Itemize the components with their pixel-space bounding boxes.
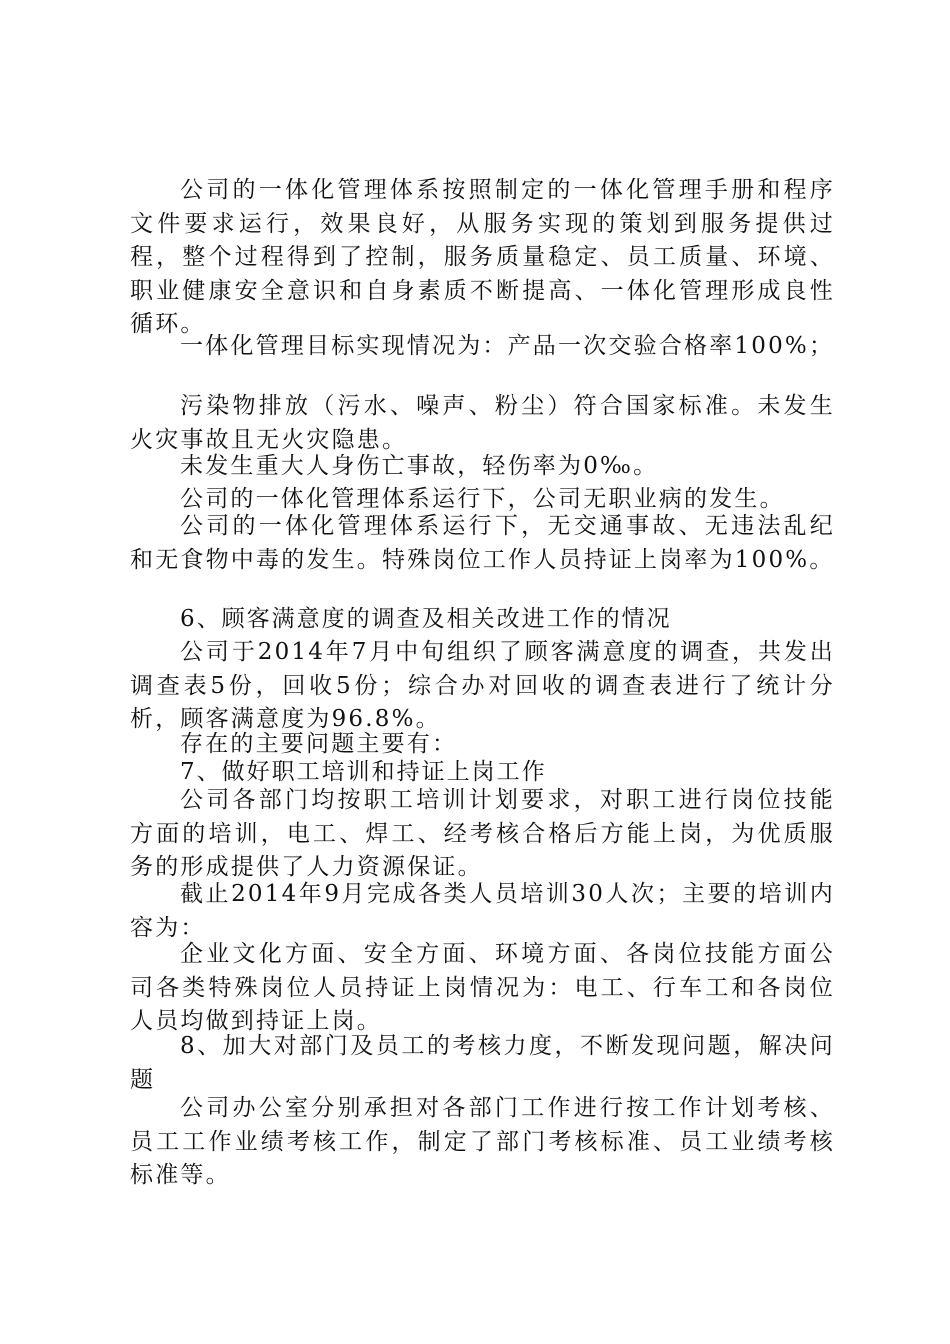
paragraph-training-count: 截止2014年9月完成各类人员培训30人次；主要的培训内容为：: [130, 881, 835, 941]
paragraph-main-problems: 存在的主要问题主要有：: [180, 731, 458, 757]
paragraph-injury-rate: 未发生重大人身伤亡事故，轻伤率为0‰。: [180, 453, 659, 479]
heading-customer-satisfaction: 6、顾客满意度的调查及相关改进工作的情况: [180, 606, 672, 632]
paragraph-traffic-safety: 公司的一体化管理体系运行下，无交通事故、无违法乱纪和无食物中毒的发生。特殊岗位工作人员持证上岗率为100%。: [130, 513, 835, 573]
paragraph-pollutant-emission: 污染物排放（污水、噪声、粉尘）符合国家标准。未发生火灾事故且无火灾隐患。: [130, 393, 835, 453]
paragraph-training-content: 企业文化方面、安全方面、环境方面、各岗位技能方面公司各类特殊岗位人员持证上岗情况为：电工、行车工和各岗位人员均做到持证上岗。: [130, 941, 835, 1034]
paragraph-training-plan: 公司各部门均按职工培训计划要求，对职工进行岗位技能方面的培训，电工、焊工、经考核合格后方能上岗，为优质服务的形成提供了人力资源保证。: [130, 787, 835, 880]
paragraph-satisfaction-survey: 公司于2014年7月中旬组织了顾客满意度的调查，共发出调查表5份，回收5份；综合办对回收的调查表进行了统计分析，顾客满意度为96.8%。: [130, 639, 835, 732]
paragraph-integrated-management-summary: 公司的一体化管理体系按照制定的一体化管理手册和程序文件要求运行，效果良好，从服务实现的策划到服务提供过程，整个过程得到了控制，服务质量稳定、员工质量、环境、职业健康安全意识和自身素质不断提高、一体化管理形成良性循环。: [130, 177, 835, 337]
paragraph-occupational-disease: 公司的一体化管理体系运行下，公司无职业病的发生。: [180, 486, 785, 512]
paragraph-assessment-work: 公司办公室分别承担对各部门工作进行按工作计划考核、员工工作业绩考核工作，制定了部门考核标准、员工业绩考核标准等。: [130, 1095, 835, 1188]
heading-staff-training: 7、做好职工培训和持证上岗工作: [180, 759, 547, 785]
paragraph-management-targets: 一体化管理目标实现情况为：产品一次交验合格率100%；: [180, 333, 835, 359]
heading-assessment: 8、加大对部门及员工的考核力度，不断发现问题，解决问题: [130, 1033, 835, 1093]
